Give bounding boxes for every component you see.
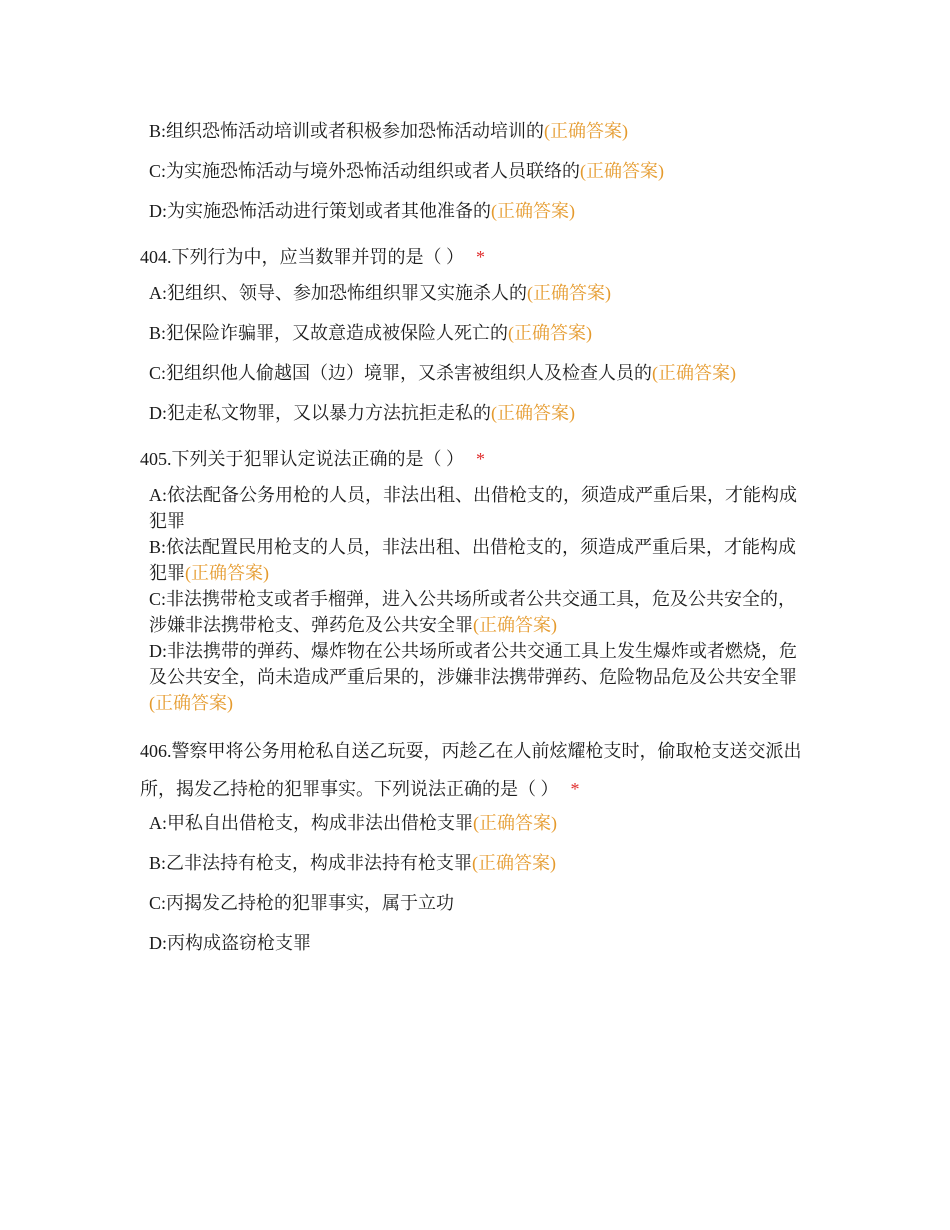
- option-text: D:犯走私文物罪，又以暴力方法抗拒走私的: [149, 403, 491, 423]
- option-404-c: [149, 360, 810, 386]
- correct-answer-tag: (正确答案): [473, 813, 557, 833]
- correct-answer-tag: (正确答案): [149, 693, 233, 713]
- correct-answer-tag: (正确答案): [473, 615, 557, 635]
- option-text: A:甲私自出借枪支，构成非法出借枪支罪: [149, 813, 473, 833]
- option-406-c: [149, 890, 810, 916]
- option-406-d: [149, 930, 810, 956]
- option-prev-b: [149, 118, 810, 144]
- question-text: 406.警察甲将公务用枪私自送乙玩耍，丙趁乙在人前炫耀枪支时，偷取枪支送交派出所，揭发乙持枪的犯罪事实。下列说法正确的是（ ）: [140, 741, 802, 799]
- option-404-b: [149, 320, 810, 346]
- required-mark: *: [476, 449, 485, 469]
- option-406-b: [149, 850, 810, 876]
- option-text: D:为实施恐怖活动进行策划或者其他准备的: [149, 201, 491, 221]
- document-body: [140, 118, 810, 970]
- correct-answer-tag: (正确答案): [491, 201, 575, 221]
- option-text: B:犯保险诈骗罪，又故意造成被保险人死亡的: [149, 323, 509, 343]
- option-text: B:依法配置民用枪支的人员，非法出租、出借枪支的，须造成严重后果，才能构成犯罪: [149, 537, 797, 583]
- option-text: C:丙揭发乙持枪的犯罪事实，属于立功: [149, 893, 455, 913]
- option-text: B:组织恐怖活动培训或者积极参加恐怖活动培训的: [149, 121, 545, 141]
- question-text: 404.下列行为中，应当数罪并罚的是（ ）: [140, 247, 464, 267]
- required-mark: *: [570, 779, 580, 799]
- question-text: 405.下列关于犯罪认定说法正确的是（ ）: [140, 449, 464, 469]
- option-405-a: [149, 482, 810, 534]
- option-text: D:丙构成盗窃枪支罪: [149, 933, 311, 953]
- option-prev-d: [149, 198, 810, 224]
- correct-answer-tag: (正确答案): [491, 403, 575, 423]
- correct-answer-tag: (正确答案): [652, 363, 737, 383]
- option-404-d: [149, 400, 810, 426]
- correct-answer-tag: (正确答案): [580, 161, 665, 181]
- option-text: C:为实施恐怖活动与境外恐怖活动组织或者人员联络的: [149, 161, 581, 181]
- option-text: C:犯组织他人偷越国（边）境罪，又杀害被组织人及检查人员的: [149, 363, 653, 383]
- option-prev-c: [149, 158, 810, 184]
- option-405-d: [149, 638, 810, 716]
- option-text: D:非法携带的弹药、爆炸物在公共场所或者公共交通工具上发生爆炸或者燃烧，危及公共安全，尚未造成严重后果的，涉嫌非法携带弹药、危险物品危及公共安全罪: [149, 641, 797, 687]
- correct-answer-tag: (正确答案): [185, 563, 269, 583]
- question-405-title: [140, 440, 810, 478]
- correct-answer-tag: (正确答案): [472, 853, 557, 873]
- option-405-b: [149, 534, 810, 586]
- option-406-a: [149, 810, 810, 836]
- correct-answer-tag: (正确答案): [544, 121, 629, 141]
- correct-answer-tag: (正确答案): [527, 283, 611, 303]
- option-text: B:乙非法持有枪支，构成非法持有枪支罪: [149, 853, 473, 873]
- option-text: C:非法携带枪支或者手榴弹，进入公共场所或者公共交通工具，危及公共安全的，涉嫌非法携带枪支、弹药危及公共安全罪: [149, 589, 797, 635]
- option-text: A:依法配备公务用枪的人员，非法出租、出借枪支的，须造成严重后果，才能构成犯罪: [149, 485, 797, 531]
- correct-answer-tag: (正确答案): [508, 323, 593, 343]
- option-405-c: [149, 586, 810, 638]
- option-text: A:犯组织、领导、参加恐怖组织罪又实施杀人的: [149, 283, 527, 303]
- question-404-title: [140, 238, 810, 276]
- required-mark: *: [476, 247, 485, 267]
- question-406-title: [140, 732, 810, 808]
- option-404-a: [149, 280, 810, 306]
